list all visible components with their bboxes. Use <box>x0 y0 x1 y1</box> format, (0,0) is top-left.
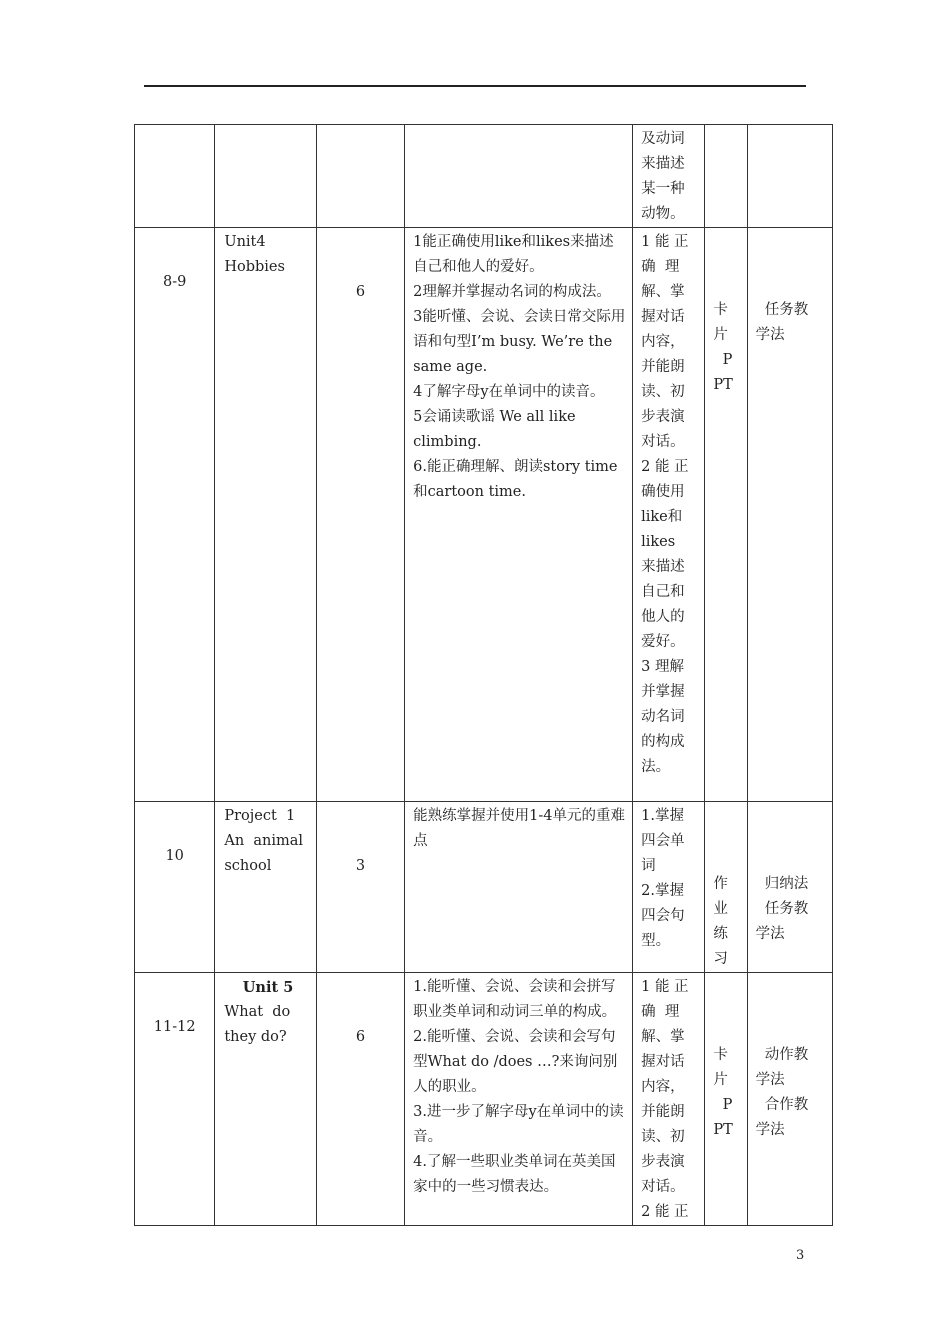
period-cell <box>135 125 215 228</box>
title-line: What do <box>224 1004 291 1020</box>
tool-line: 业 <box>713 901 728 917</box>
keypoint-line: 及动词 <box>641 131 685 147</box>
method-line: 归纳法 <box>755 876 809 892</box>
title-line: they do? <box>224 1029 287 1045</box>
page-number: 3 <box>796 1248 805 1263</box>
keypoint-line: 解、掌 <box>641 1029 685 1045</box>
keypoint-line: 内容， <box>641 334 685 350</box>
hours-cell: 3 <box>316 802 404 973</box>
method-line: 学法 <box>755 1122 785 1138</box>
keypoint-line: 爱好。 <box>641 634 685 650</box>
keypoint-line: 型。 <box>641 933 671 949</box>
goal-item: 2理解并掌握动名词的构成法。 <box>413 284 611 300</box>
hours-cell: 6 <box>316 228 404 802</box>
keypoints-cell <box>633 228 705 802</box>
period-cell: 11-12 <box>135 973 215 1226</box>
keypoint-line: 确使用 <box>641 484 685 500</box>
keypoint-line: likes <box>641 534 676 550</box>
keypoint-line: 确 理 <box>641 1004 680 1020</box>
tool-line: 作 <box>713 876 728 892</box>
keypoint-line: 读、初 <box>641 384 685 400</box>
teaching-plan-table <box>134 124 833 1226</box>
goals-cell <box>405 228 633 802</box>
tools-cell <box>705 228 747 802</box>
keypoint-line: 来描述 <box>641 559 685 575</box>
keypoint-line: 2.掌握 <box>641 883 684 899</box>
goal-item: 2.能听懂、会说、会读和会写句型What do /does …?来询问别人的职业。 <box>413 1029 618 1095</box>
goal-item: 能熟练掌握并使用1-4单元的重难点 <box>413 808 625 849</box>
title-line: school <box>224 858 272 874</box>
tool-line: PT <box>713 377 733 393</box>
goal-item: 3.进一步了解字母y在单词中的读音。 <box>413 1104 624 1145</box>
table-row <box>135 125 833 228</box>
keypoint-line: 确 理 <box>641 259 680 275</box>
table-row <box>135 228 833 802</box>
method-line: 动作教 <box>755 1047 809 1063</box>
keypoint-line: 法。 <box>641 759 671 775</box>
method-line: 任务教 <box>755 302 809 318</box>
tool-line: P <box>713 352 733 368</box>
tool-line: P <box>713 1097 733 1113</box>
goals-cell <box>405 973 633 1226</box>
tools-cell <box>705 973 747 1226</box>
keypoint-line: 动名词 <box>641 709 685 725</box>
tool-line: 习 <box>713 951 728 967</box>
tool-line: 卡 <box>713 302 728 318</box>
method-line: 学法 <box>755 1072 785 1088</box>
hours-cell: 6 <box>316 973 404 1226</box>
period-cell: 10 <box>135 802 215 973</box>
keypoints-cell <box>633 973 705 1226</box>
tools-cell <box>705 125 747 228</box>
keypoint-line: 四会单 <box>641 833 685 849</box>
keypoint-line: 并能朗 <box>641 1104 685 1120</box>
keypoint-line: 内容， <box>641 1079 685 1095</box>
tool-line: PT <box>713 1122 733 1138</box>
goal-item: 3能听懂、会说、会读日常交际用语和句型I’m busy. We’re the same age. <box>413 309 626 375</box>
methods-cell <box>747 228 832 802</box>
keypoint-line: 并掌握 <box>641 684 685 700</box>
keypoint-line: 词 <box>641 858 656 874</box>
goal-item: 4.了解一些职业类单词在英美国家中的一些习惯表达。 <box>413 1154 616 1195</box>
keypoint-line: 2 能 正 <box>641 1204 689 1220</box>
title-line: Hobbies <box>224 259 285 275</box>
tools-cell <box>705 802 747 973</box>
methods-cell <box>747 125 832 228</box>
title-line: Unit4 <box>224 234 266 250</box>
keypoint-line: 四会句 <box>641 908 685 924</box>
goal-item: 1.能听懂、会说、会读和会拼写职业类单词和动词三单的构成。 <box>413 979 617 1020</box>
goals-cell <box>405 802 633 973</box>
period-cell: 8-9 <box>135 228 215 802</box>
keypoint-line: 解、掌 <box>641 284 685 300</box>
keypoint-line: 1 能 正 <box>641 979 689 995</box>
tool-line: 片 <box>713 1072 728 1088</box>
title-line: Project 1 <box>224 808 296 824</box>
goal-item: 6.能正确理解、朗读story time 和cartoon time. <box>413 459 623 500</box>
header-rule <box>144 85 806 87</box>
keypoint-line: 1.掌握 <box>641 808 684 824</box>
hours-cell <box>316 125 404 228</box>
keypoint-line: 握对话 <box>641 1054 685 1070</box>
goal-item: 4了解字母y在单词中的读音。 <box>413 384 605 400</box>
keypoint-line: 对话。 <box>641 1179 685 1195</box>
keypoint-line: 2 能 正 <box>641 459 689 475</box>
tool-line: 卡 <box>713 1047 728 1063</box>
methods-cell <box>747 802 832 973</box>
keypoint-line: 的构成 <box>641 734 685 750</box>
keypoint-line: 自己和 <box>641 584 685 600</box>
keypoint-line: 握对话 <box>641 309 685 325</box>
title-line: An animal <box>224 833 304 849</box>
tool-line: 练 <box>713 926 728 942</box>
keypoints-cell <box>633 125 705 228</box>
keypoints-cell <box>633 802 705 973</box>
keypoint-line: 3 理解 <box>641 659 684 675</box>
title-cell <box>215 802 316 973</box>
title-cell <box>215 228 316 802</box>
method-line: 学法 <box>755 926 785 942</box>
keypoint-line: 来描述 <box>641 156 685 172</box>
keypoint-line: 步表演 <box>641 409 685 425</box>
keypoint-line: 动物。 <box>641 206 685 222</box>
table-row <box>135 802 833 973</box>
unit-title: Unit 5 <box>242 979 294 996</box>
method-line: 合作教 <box>755 1097 809 1113</box>
keypoint-line: 并能朗 <box>641 359 685 375</box>
keypoint-line: 步表演 <box>641 1154 685 1170</box>
method-line: 任务教 <box>755 901 809 917</box>
keypoint-line: 他人的 <box>641 609 685 625</box>
keypoint-line: 读、初 <box>641 1129 685 1145</box>
table-row <box>135 973 833 1226</box>
goal-item: 5会诵读歌谣 We all like climbing. <box>413 409 581 450</box>
keypoint-line: 某一种 <box>641 181 685 197</box>
methods-cell <box>747 973 832 1226</box>
title-cell <box>215 973 316 1226</box>
keypoint-line: 1 能 正 <box>641 234 689 250</box>
tool-line: 片 <box>713 327 728 343</box>
goal-item: 1能正确使用like和likes来描述自己和他人的爱好。 <box>413 234 614 275</box>
title-cell <box>215 125 316 228</box>
goals-cell <box>405 125 633 228</box>
keypoint-line: 对话。 <box>641 434 685 450</box>
keypoint-line: like和 <box>641 509 683 525</box>
method-line: 学法 <box>755 327 785 343</box>
